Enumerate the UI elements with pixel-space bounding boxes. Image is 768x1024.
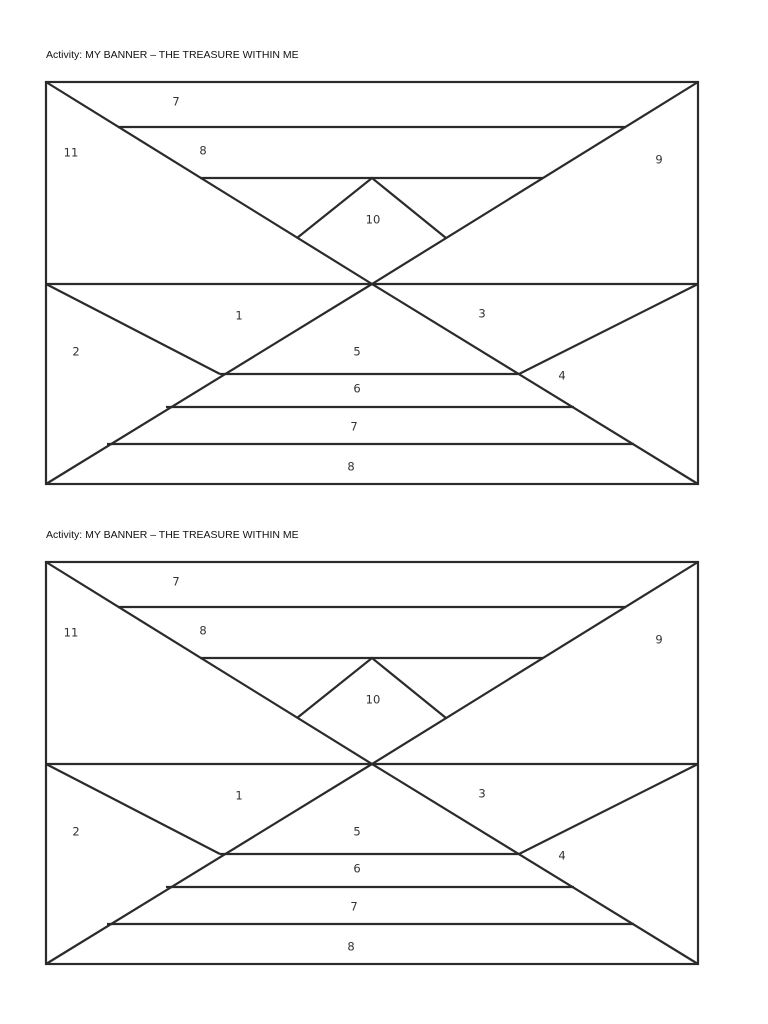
region-label: 8	[347, 459, 355, 474]
region-label: 10	[365, 692, 381, 707]
region-label: 7	[350, 899, 358, 914]
diagonal-bottom-left	[46, 764, 372, 964]
region-label: 5	[353, 344, 361, 359]
line-4	[519, 284, 698, 374]
region-label: 7	[172, 574, 180, 589]
region-label: 4	[558, 848, 566, 863]
diamond-10	[297, 658, 446, 718]
region-label: 5	[353, 824, 361, 839]
region-label: 3	[478, 786, 486, 801]
region-label: 10	[365, 212, 381, 227]
region-label: 2	[72, 824, 80, 839]
region-label: 6	[353, 381, 361, 396]
region-label: 9	[655, 632, 663, 647]
region-label: 9	[655, 152, 663, 167]
region-label: 7	[350, 419, 358, 434]
region-label: 11	[63, 145, 79, 160]
region-label: 8	[199, 623, 207, 638]
region-label: 8	[199, 143, 207, 158]
diagonal-top-right	[372, 82, 698, 284]
diagonal-top-left	[46, 82, 372, 284]
banner-diagram	[0, 0, 768, 500]
region-label: 4	[558, 368, 566, 383]
line-4	[519, 764, 698, 854]
region-label: 8	[347, 939, 355, 954]
diagonal-top-left	[46, 562, 372, 764]
line-2	[46, 284, 220, 374]
region-label: 11	[63, 625, 79, 640]
region-label: 1	[235, 308, 243, 323]
line-2	[46, 764, 220, 854]
region-label: 2	[72, 344, 80, 359]
activity-title: Activity: MY BANNER – THE TREASURE WITHIN ME	[46, 49, 299, 61]
diagonal-top-right	[372, 562, 698, 764]
diagonal-bottom-left	[46, 284, 372, 484]
activity-title: Activity: MY BANNER – THE TREASURE WITHIN ME	[46, 529, 299, 541]
region-label: 1	[235, 788, 243, 803]
diamond-10	[297, 178, 446, 238]
region-label: 7	[172, 94, 180, 109]
diagonal-bottom-right	[372, 284, 698, 484]
banner-diagram	[0, 480, 768, 980]
region-label: 3	[478, 306, 486, 321]
region-label: 6	[353, 861, 361, 876]
diagonal-bottom-right	[372, 764, 698, 964]
